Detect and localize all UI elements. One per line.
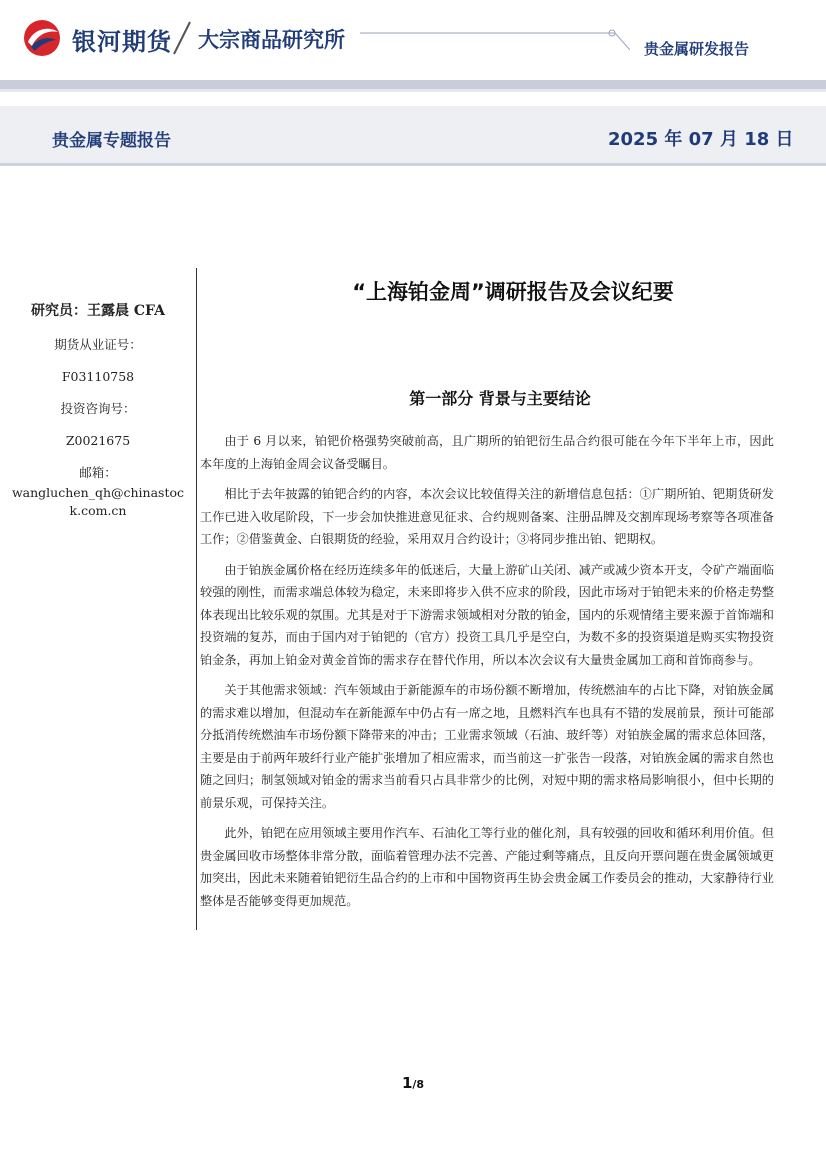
paragraph: 相比于去年披露的铂钯合约的内容，本次会议比较值得关注的新增信息包括：①广期所铂、钯期货研发工作已进入收尾阶段，下一步会加快推进意见征求、合约规则备案、注册品牌及交割库现场考察等各项准备工作；②借鉴黄金、白银期货的经验，采用双月合约设计；③将同步推出铂、钯期权。 <box>200 487 774 546</box>
paragraph: 由于 6 月以来，铂钯价格强势突破前高，且广期所的铂钯衍生品合约很可能在今年下半年上市，因此本年度的上海铂金周会议备受瞩目。 <box>200 434 774 471</box>
body-text <box>200 430 774 920</box>
header-band <box>0 80 826 89</box>
decorative-line <box>360 28 630 56</box>
section-title: 第一部分 背景与主要结论 <box>409 389 591 408</box>
page-number <box>0 1074 826 1092</box>
report-type: 贵金属研发报告 <box>644 40 750 58</box>
report-series: 贵金属专题报告 <box>52 131 171 151</box>
analyst-sidebar <box>0 300 196 520</box>
banner-underline <box>0 163 826 166</box>
document-title: “上海铂金周”调研报告及会议纪要 <box>352 280 674 304</box>
report-date: 2025 年 07 月 18 日 <box>608 129 794 150</box>
consult-number: Z0021675 <box>65 433 131 448</box>
brand-name: 银河期货 <box>72 28 172 56</box>
page-current: 1 <box>401 1074 413 1092</box>
institute-name: 大宗商品研究所 <box>198 28 345 52</box>
consult-label: 投资咨询号： <box>60 401 136 416</box>
analyst-name: 研究员：王露晨 CFA <box>31 303 165 319</box>
email-address: wangluchen_qh@chinastock.com.cn <box>11 485 185 518</box>
email-label: 邮箱： <box>79 465 117 480</box>
paragraph: 由于铂族金属价格在经历连续多年的低迷后，大量上游矿山关闭、减产或减少资本开支，令矿产端面临较强的刚性，而需求端总体较为稳定，未来即将步入供不应求的阶段，因此市场对于铂钯未来的价格走势整体表现出比较乐观的氛围。尤其是对于下游需求领域相对分散的铂金，国内的乐观情绪主要来源于首饰端和投资端的复苏，而由于国内对于铂钯的（官方）投资工具几乎是空白，为数不多的投资渠道是购买实物投资铂金条，再加上铂金对黄金首饰的需求存在替代作用，所以本次会议有大量贵金属加工商和首饰商参与。 <box>200 562 774 667</box>
paragraph: 此外，铂钯在应用领域主要用作汽车、石油化工等行业的催化剂，具有较强的回收和循环利用价值。但贵金属回收市场整体非常分散，面临着管理办法不完善、产能过剩等痛点，且反向开票问题在贵金属领域更加突出，因此未来随着铂钯衍生品合约的上市和中国物资再生协会贵金属工作委员会的推动，大家静待行业整体是否能够变得更加规范。 <box>200 826 774 908</box>
slash-divider <box>170 20 194 56</box>
paragraph: 关于其他需求领域：汽车领域由于新能源车的市场份额不断增加，传统燃油车的占比下降，对铂族金属的需求难以增加，但混动车在新能源车中仍占有一席之地，且燃料汽车也具有不错的发展前景，预计可能部分抵消传统燃油车市场份额下降带来的冲击；工业需求领域（石油、玻纤等）对铂族金属的需求总体回落，主要是由于前两年玻纤行业产能扩张增加了相应需求，而当前这一扩张告一段落，对铂族金属的需求自然也随之回归；制氢领域对铂金的需求当前看只占具非常少的比例，对短中期的需求格局影响很小，但中长期的前景乐观，可保持关注。 <box>200 683 774 810</box>
sidebar-divider <box>196 268 197 930</box>
galaxy-logo-icon <box>22 18 62 58</box>
header-band-highlight <box>0 89 826 92</box>
page-total: /8 <box>412 1078 425 1091</box>
license-number: F03110758 <box>61 369 135 384</box>
license-label: 期货从业证号： <box>54 337 142 352</box>
